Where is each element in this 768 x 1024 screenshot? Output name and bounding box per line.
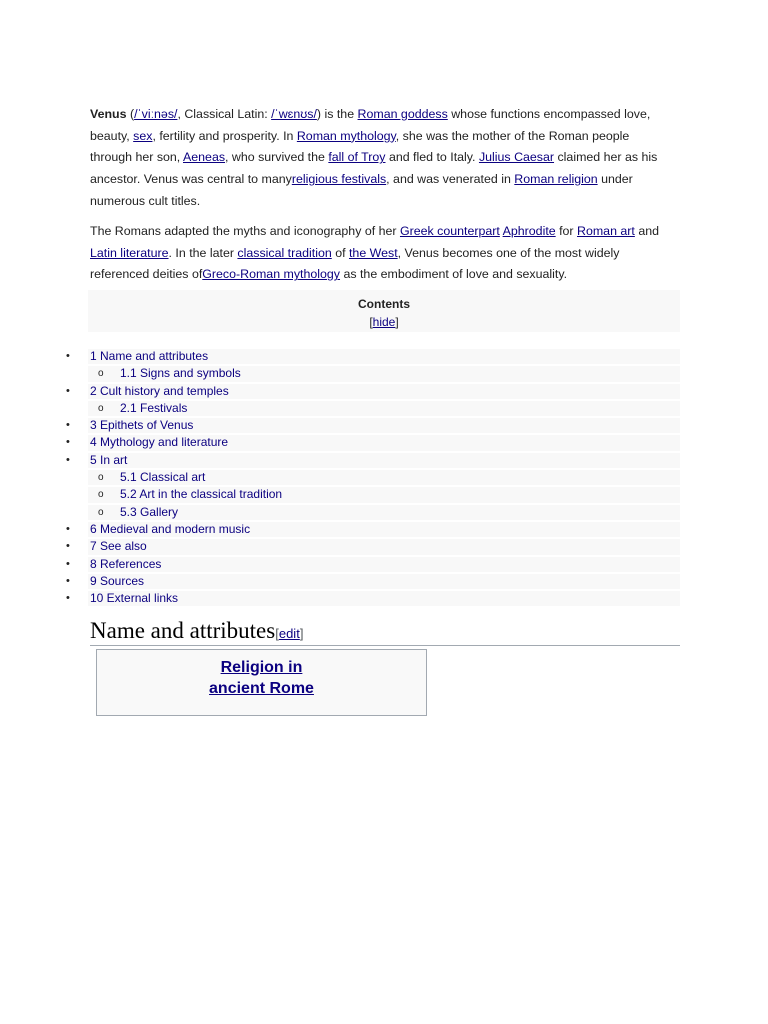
toc-item (0, 348, 680, 365)
the-west-link[interactable]: the West (348, 245, 398, 260)
bullet-icon: • (66, 384, 70, 397)
roman-mythology-link[interactable]: Roman mythology (296, 128, 396, 143)
toc-link-mythology-literature[interactable]: 4 Mythology and literature (90, 435, 229, 450)
fall-of-troy-link[interactable]: fall of Troy (328, 150, 386, 165)
text-run: of (331, 245, 349, 260)
ipa-pronunciation-link[interactable]: /ˈviːnəs/ (134, 107, 178, 121)
circle-bullet-icon: o (98, 368, 104, 380)
text-run: The Romans adapted the myths and iconography of her (90, 224, 400, 238)
religion-in-ancient-rome-link[interactable] (209, 657, 314, 699)
toc-link-external-links[interactable]: 10 External links (90, 591, 179, 606)
intro-paragraph-2 (90, 221, 662, 286)
ipa-latin-link[interactable]: /ˈwɛnʊs/ (271, 107, 317, 121)
bullet-icon: • (66, 522, 70, 535)
text-run: , fertility and prosperity. In (152, 128, 297, 143)
section-edit (275, 626, 303, 641)
greek-counterpart-link[interactable]: Greek counterpart (399, 224, 500, 238)
text-run: , who survived the (225, 150, 329, 165)
toc-link-epithets[interactable]: 3 Epithets of Venus (90, 418, 194, 433)
sex-link[interactable]: sex (133, 128, 153, 143)
toc-link-references[interactable]: 8 References (90, 556, 162, 571)
intro-paragraph-1 (90, 104, 662, 213)
bullet-icon: • (66, 592, 70, 605)
text-run: under numerous cult titles. (90, 172, 633, 208)
toc-item (0, 383, 680, 400)
toc-link-classical-art[interactable]: 5.1 Classical art (120, 470, 206, 485)
greco-roman-mythology-link[interactable]: Greco-Roman mythology (202, 267, 341, 282)
aeneas-link[interactable]: Aeneas (183, 150, 226, 165)
roman-goddess-link[interactable]: Roman goddess (357, 107, 448, 121)
text-run: whose functions encompassed love, beauty, (90, 107, 651, 143)
article-term: Venus (90, 107, 127, 121)
text-run: ) is the (316, 107, 358, 121)
toc-item (0, 452, 680, 469)
toc-link-art-classical-tradition[interactable]: 5.2 Art in the classical tradition (120, 487, 283, 502)
bullet-icon: • (66, 453, 70, 466)
toc-bracket-open: [ (369, 315, 373, 329)
classical-tradition-link[interactable]: classical tradition (237, 245, 332, 260)
text-run: , she was the mother of the Roman people through her son, (90, 128, 630, 165)
toc-item (0, 538, 680, 555)
toc-subitem (0, 504, 680, 521)
bullet-icon: • (66, 557, 70, 570)
edit-bracket-close: ] (299, 626, 304, 641)
roman-art-link[interactable]: Roman art (577, 224, 635, 238)
toc-subitem (0, 400, 680, 417)
toc-link-signs-and-symbols[interactable]: 1.1 Signs and symbols (120, 366, 241, 381)
circle-bullet-icon: o (98, 472, 104, 484)
aphrodite-link[interactable]: Aphrodite (502, 224, 556, 238)
circle-bullet-icon: o (98, 402, 104, 414)
toc-item (0, 556, 680, 573)
text-run: . In the later (168, 245, 238, 260)
toc-item (0, 434, 680, 451)
toc-link-sources[interactable]: 9 Sources (90, 573, 145, 588)
toc-item (0, 521, 680, 538)
text-run: ( (126, 107, 135, 121)
religious-festivals-link[interactable]: religious festivals (291, 172, 387, 187)
toc-item (0, 573, 680, 590)
bullet-icon: • (66, 574, 70, 587)
bullet-icon: • (66, 350, 70, 362)
toc-link-gallery[interactable]: 5.3 Gallery (120, 504, 179, 519)
toc-subitem (0, 365, 680, 382)
section-title: Name and attributes (90, 618, 276, 643)
infobox-line-2: ancient Rome (209, 680, 314, 697)
roman-religion-link[interactable]: Roman religion (514, 172, 598, 187)
bullet-icon: • (66, 540, 70, 553)
toc-item (0, 590, 680, 607)
julius-caesar-link[interactable]: Julius Caesar (478, 150, 555, 165)
edit-bracket-open: [ (275, 626, 279, 641)
toc-link-festivals[interactable]: 2.1 Festivals (120, 400, 188, 415)
text-run: and fled to Italy. (385, 150, 479, 165)
toc-bracket-close: ] (395, 315, 399, 329)
text-run: , and was venerated in (386, 172, 515, 187)
text-run: for (555, 224, 578, 238)
religion-infobox (96, 649, 427, 716)
text-run: claimed her as his ancestor. Venus was central to many (90, 150, 658, 187)
toc-link-see-also[interactable]: 7 See also (90, 539, 147, 554)
toc-link-cult-history[interactable]: 2 Cult history and temples (90, 383, 229, 398)
circle-bullet-icon: o (98, 506, 104, 518)
toc-title: Contents (358, 297, 410, 311)
toc-link-in-art[interactable]: 5 In art (90, 452, 128, 467)
toc-link-music[interactable]: 6 Medieval and modern music (90, 521, 251, 536)
toc-subitem (0, 469, 680, 486)
text-run: as the embodiment of love and sexuality. (340, 267, 568, 282)
infobox-line-1: Religion in (220, 659, 303, 676)
toc-hide-link[interactable]: hide (372, 315, 396, 329)
text-run: , Classical Latin: (177, 107, 272, 121)
toc-list (0, 348, 680, 607)
bullet-icon: • (66, 419, 70, 432)
text-run: , Venus becomes one of the most widely referenced deities of (90, 245, 620, 282)
text-run: and (634, 224, 659, 238)
toc-subitem (0, 486, 680, 503)
section-edit-link[interactable]: edit (278, 626, 300, 641)
circle-bullet-icon: o (98, 489, 104, 501)
toc-link-name-and-attributes[interactable]: 1 Name and attributes (90, 349, 209, 363)
toc-header (88, 290, 680, 332)
toc-item (0, 417, 680, 434)
toc-toggle (88, 315, 680, 330)
section-heading (90, 617, 680, 646)
latin-literature-link[interactable]: Latin literature (90, 245, 169, 260)
bullet-icon: • (66, 436, 70, 449)
